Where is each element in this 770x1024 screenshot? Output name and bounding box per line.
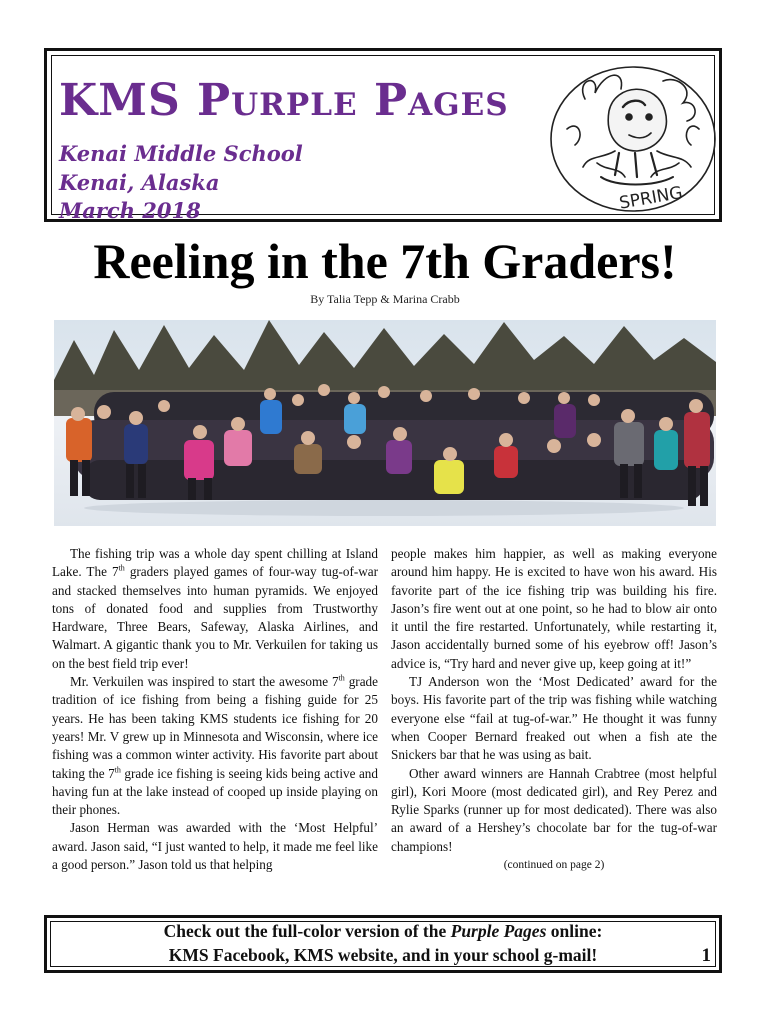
article-paragraph: Other award winners are Hannah Crabtree (most helpful girl), Kori Moore (most dedicated girl), and Rey Perez and Rylie Sparks (runner up for most dedicated). There was also an award of a Hershey’s chocolate bar for the tug-of-war champions! <box>391 765 717 854</box>
logo-spring-text: SPRING <box>617 182 685 214</box>
continued-note: (continued on page 2) <box>503 859 605 872</box>
page-number: 1 <box>701 945 711 966</box>
article-paragraph: The fishing trip was a whole day spent chilling at Island Lake. The 7th graders played games of four-way tug-of-war and stacked themselves into human pyramids. We enjoyed tons of donated food and supplies from Trustworthy Hardware, Three Bears, Safeway, Alaska Airlines, and Walmart. A gigantic thank you to Mr. Verkuilen for taking us on the best field trip ever! <box>52 546 379 671</box>
article-byline: By Talia Tepp & Marina Crabb <box>310 292 460 306</box>
article-paragraph: TJ Anderson won the ‘Most Dedicated’ award for the boys. His favorite part of the trip was fishing while watching everyone else “fail at tug-of-war.” He thought it was funny when Cooper Bernard freaked out when a fish ate the Snickers bar that he was using as bait. <box>391 674 717 763</box>
footer-line-1: Check out the full-color version of the Purple Pages online: <box>163 921 603 941</box>
issue-date: March 2018 <box>59 198 201 223</box>
footer-line-2: KMS Facebook, KMS website, and in your school g-mail! <box>168 945 598 965</box>
school-name: Kenai Middle School <box>59 141 303 166</box>
newsletter-title: KMS Purple Pages <box>59 75 509 126</box>
article-paragraph: people makes him happier, as well as making everyone around him happy. He is excited to have won his award. His favorite part of the ice fishing trip was building his fire. Jason’s fire went out at one point, so he had to blow air onto it until the fire restarted. Unfortunately, while restarting it, Jason accidentally burned some of his eyebrow off! Jason’s advice is, “Try hard and never give up, keep going at it!” <box>391 546 717 671</box>
group-photo <box>54 320 716 526</box>
article-column-right <box>391 545 717 874</box>
school-location: Kenai, Alaska <box>59 170 220 195</box>
masthead <box>44 48 722 222</box>
article-paragraph: Jason Herman was awarded with the ‘Most Helpful’ award. Jason said, “I just wanted to help, it made me feel like a good person.” Jason told us that helping <box>52 820 378 873</box>
article-headline: Reeling in the 7th Graders! <box>93 233 677 289</box>
article-column-left <box>52 545 378 874</box>
article-paragraph: Mr. Verkuilen was inspired to start the awesome 7th grade tradition of ice fishing from being a fishing guide for 25 years. He has been taking KMS students ice fishing for 20 years! Mr. V grew up in Minnesota and Wisconsin, where ice fishing was a common winter activity. His favorite part about taking the 7th grade ice fishing is seeing kids being active and having fun at the lake instead of cooped up inside playing on their phones. <box>52 673 378 818</box>
spring-logo-drawing <box>545 59 721 219</box>
footer-banner <box>44 915 722 973</box>
